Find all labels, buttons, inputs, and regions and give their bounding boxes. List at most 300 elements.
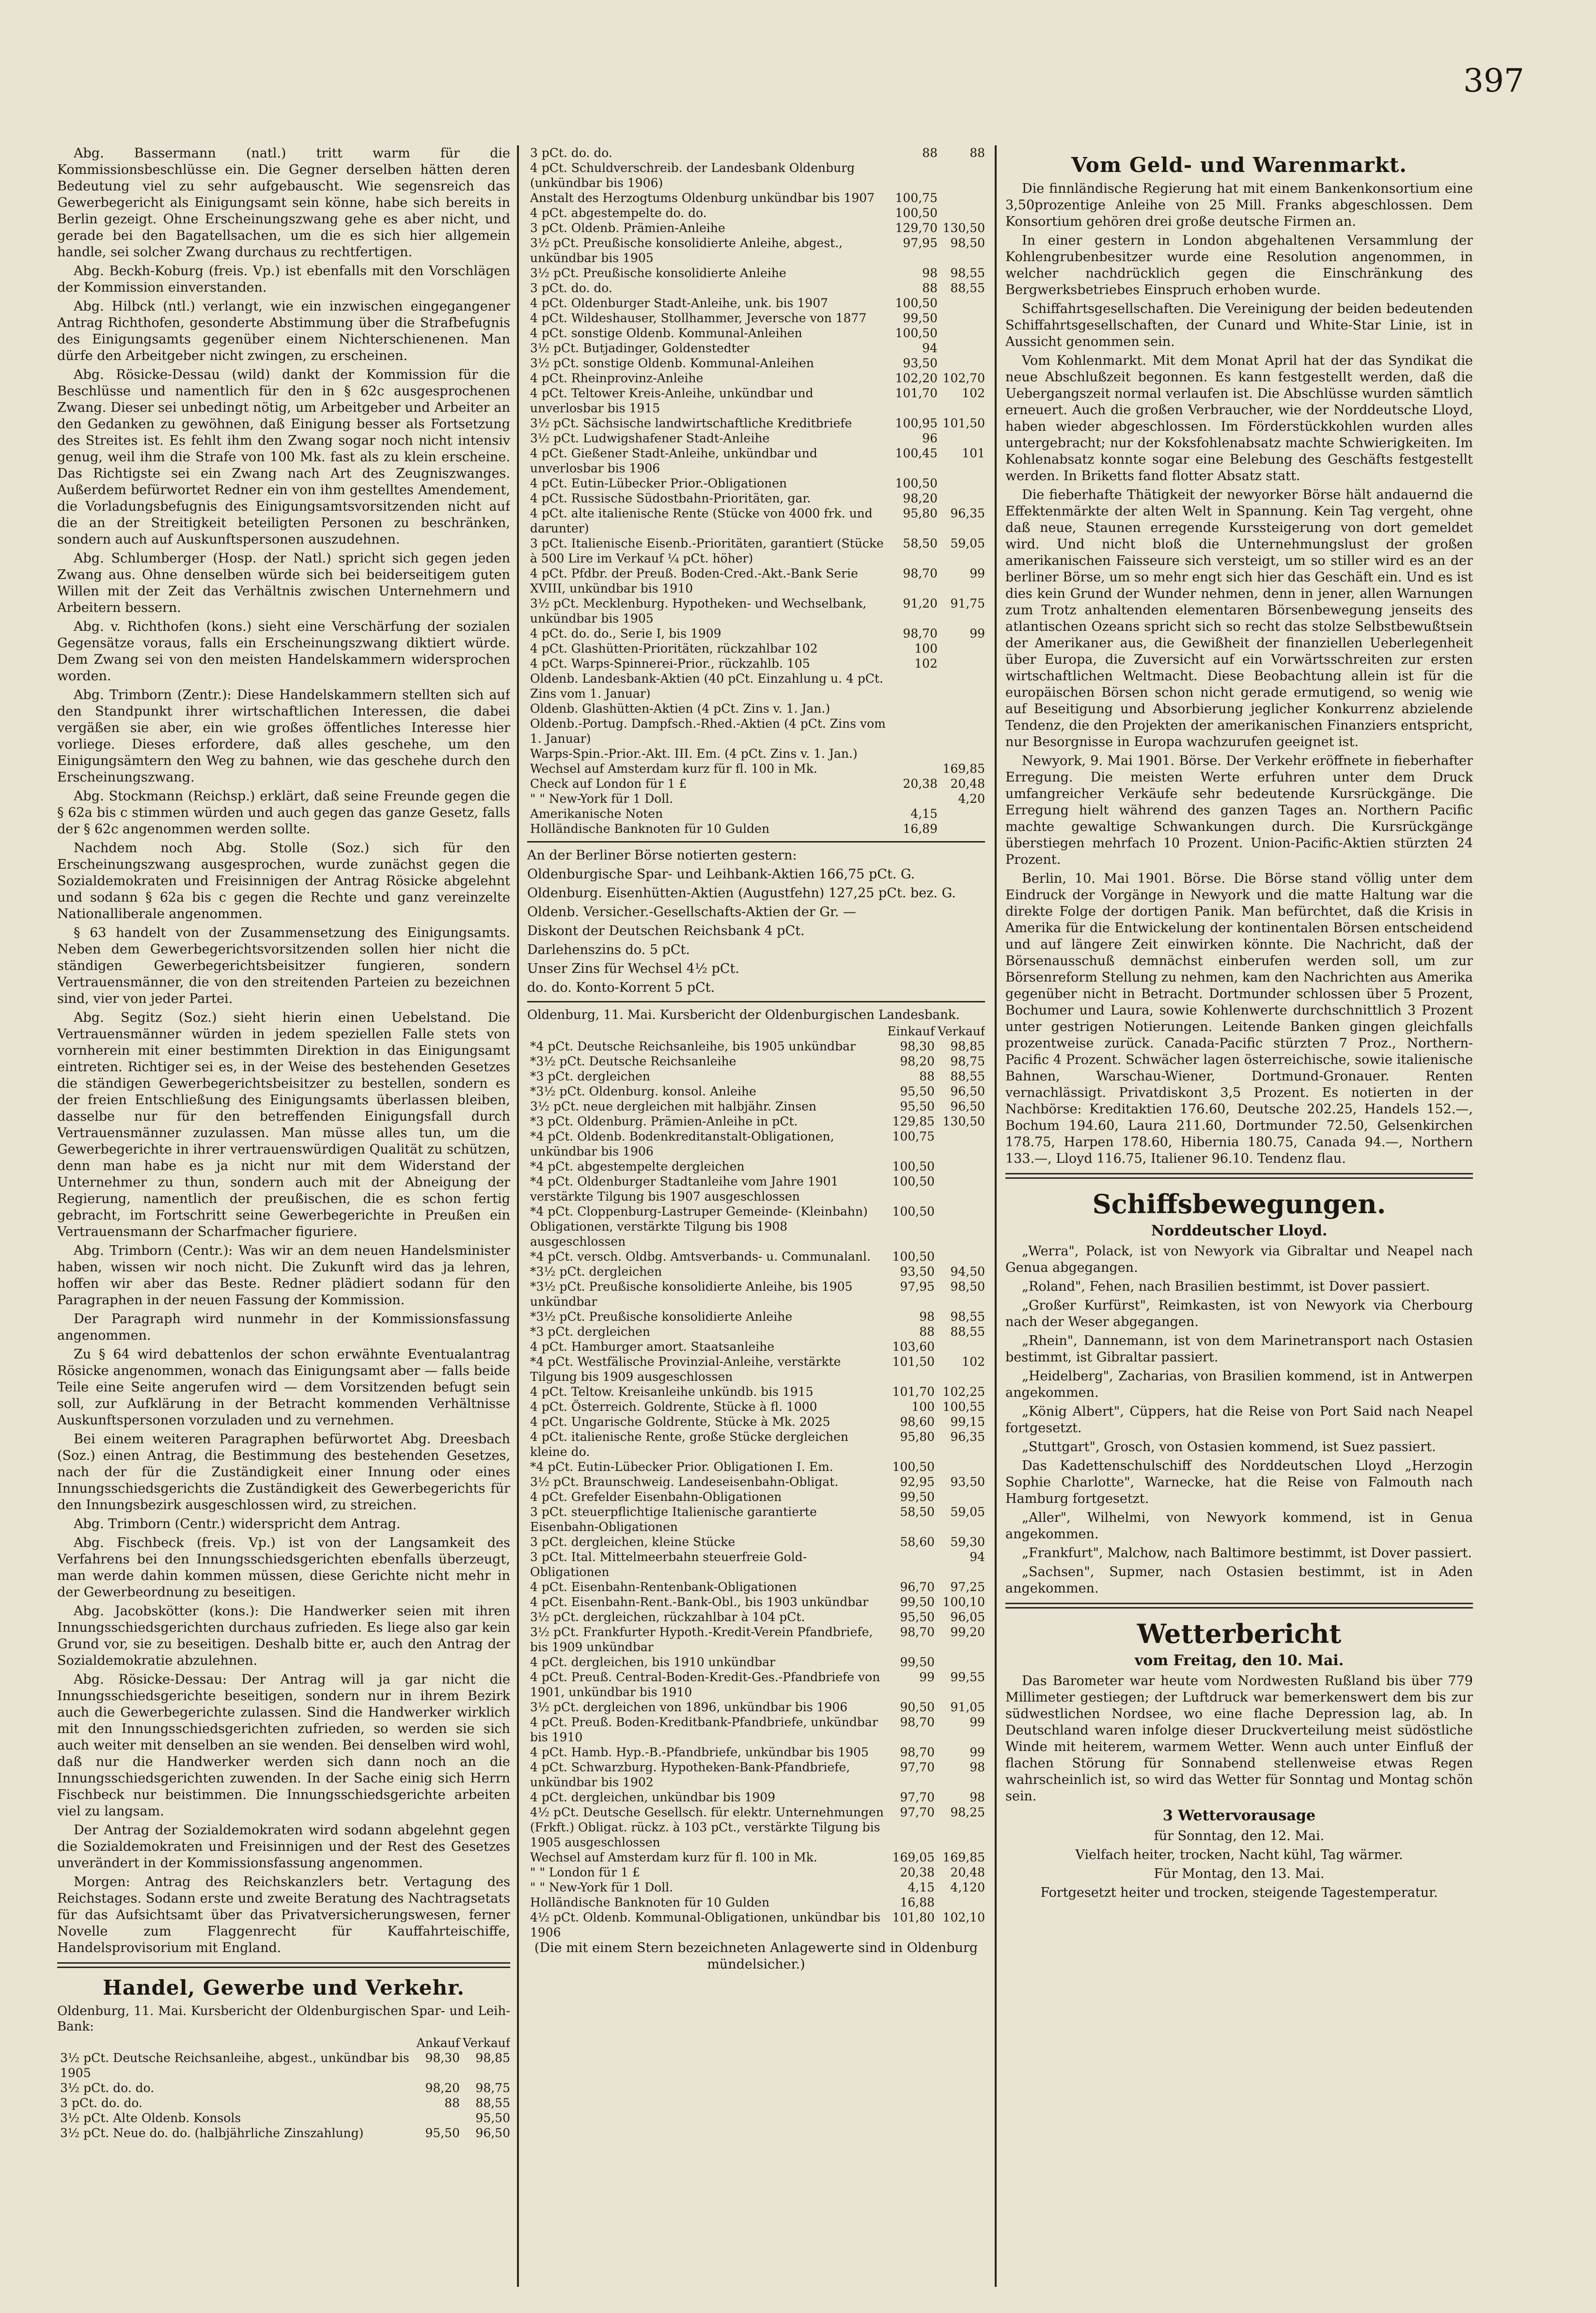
table-row [527,1264,985,1279]
rate-value [890,716,938,746]
article-paragraph: Zu § 64 wird debattenlos der schon erwähnte Eventualantrag Rösicke angenommen, wonach das Einigungsamt aber — falls beide Teile eine Seite angerufen wird — dem Vorsitzenden befugt sein soll, zur Aufklärung in der Betracht kommenden Verhältnisse Auskunftspersonen vorzuladen und zu vernehmen. [57,1347,510,1428]
rate-value [938,356,985,371]
security-name: 3 pCt. do. do. [530,281,612,295]
security-name: 4 pCt. Glashütten-Prioritäten, rückzahlbar 102 [530,641,818,656]
security-name: 4 pCt. Hamburger amort. Staatsanleihe [530,1340,775,1354]
forecast-title: 3 Wettervorausage [1162,1807,1316,1824]
market-report [1005,181,1473,1167]
column-1 [57,145,510,2287]
rate-value: 97,70 [900,1790,935,1804]
table-row [527,1204,985,1249]
table-row [527,356,985,371]
security-name: 4 pCt. Eisenbahn-Rent.-Bank-Obl., bis 1903 unkündbar [530,1595,869,1609]
rate-value [938,326,985,341]
rate-value: 102,25 [942,1385,985,1399]
rate-value: 88 [919,1069,935,1083]
ship-entry: „Rhein", Dannemann, ist von dem Marinetransport nach Ostasien bestimmt, ist Gibraltar passiert. [1005,1333,1473,1365]
security-name: Oldenb. Landesbank-Aktien (40 pCt. Einzahlung u. 4 pCt. Zins vom 1. Januar) [530,672,884,701]
table-row [527,1610,985,1625]
rate-value [935,1204,985,1249]
rate-value: 97,95 [903,236,938,250]
rate-value: 98,75 [475,2081,510,2095]
section-rule [1005,1173,1473,1179]
rate-value: 93,50 [903,356,938,370]
table-row [527,701,985,716]
rate-value: 98,75 [950,1054,985,1068]
rate-value: 100,50 [895,206,938,220]
note-line: Oldenburgische Spar- und Leihbank-Aktien 166,75 pCt. G. [527,867,915,882]
rate-value: 58,50 [900,1505,935,1519]
table-row [57,2125,510,2141]
rate-value: 95,80 [903,506,938,520]
rate-value: 100,50 [892,1250,935,1264]
rate-value: 100,55 [942,1400,985,1414]
forecast-line: für Sonntag, den 12. Mai. [1154,1829,1325,1844]
rate-value: 102,70 [942,371,985,385]
table-row [527,1910,985,1940]
section-rule [57,1962,510,1968]
article-paragraph: Abg. Schlumberger (Hosp. der Natl.) spricht sich gegen jeden Zwang aus. Ohne denselben würde sich bei beiderseitigem guten Willen mit der Zeit das Verhältnis zwischen Unternehmern und Arbeitern bessern. [57,551,510,615]
table-row [527,1895,985,1910]
note-line: An der Berliner Börse notierten gestern: [527,848,797,863]
article-paragraph: Abg. Trimborn (Centr.): Was wir an dem neuen Handelsminister haben, wissen wir noch nicht. Die Zukunft wird das ja lehren, hoffen wir aber das Beste. Redner plädiert sodann für den Paragraphen in der neuen Fassung der Kommission. [57,1243,510,1308]
security-name: 4 pCt. Russische Südostbahn-Prioritäten, gar. [530,491,811,505]
rate-value: 129,70 [895,221,938,235]
ship-entry: „Frankfurt", Malchow, nach Baltimore bestimmt, ist Dover passiert. [1022,1546,1472,1561]
rate-value: 88,55 [950,1069,985,1083]
rate-value: 93,50 [950,1475,985,1489]
table-row [527,416,985,431]
rate-value: 102 [914,656,938,671]
rate-value: 103,60 [892,1340,935,1354]
table-row [527,536,985,566]
article-paragraph: Abg. Hilbck (ntl.) verlangt, wie ein inzwischen eingegangener Antrag Richthofen, gesonderte Abstimmung über die Strafbefugnis des Einigungsamts gegenüber einem Nichterschienenen. Man dürfe den Arbeitgeber nicht zwingen, zu erscheinen. [57,299,510,363]
table-row [527,1429,985,1459]
rate-value: 95,50 [475,2111,510,2125]
table-row [527,641,985,656]
security-name: Oldenb.-Portug. Dampfsch.-Rhed.-Aktien (4 pCt. Zins vom 1. Januar) [530,717,886,746]
table-row [527,1384,985,1399]
rate-value [938,296,985,311]
security-name: 3½ pCt. Deutsche Reichsanleihe, abgest., unkündbar bis 1905 [60,2051,409,2080]
rate-value: 97,95 [900,1280,935,1294]
security-name: 3½ pCt. dergleichen von 1896, unkündbar bis 1906 [530,1700,848,1714]
security-name: *4 pCt. abgestempelte dergleichen [530,1159,745,1173]
ship-entry: „Großer Kurfürst", Reimkasten, ist von Newyork via Cherbourg nach der Weser abgegangen. [1005,1298,1473,1329]
rate-value: 88 [919,1325,935,1339]
article-paragraph: Bei einem weiteren Paragraphen befürwortet Abg. Dreesbach (Soz.) einen Antrag, die Bestimmung des bestehenden Gesetzes, nach der für die Zuständigkeit einer Innung oder eines Innungsschiedsgerichts die Zuständigkeit des Gewerbegerichts für den Innungsbezirk ausgeschlossen wird, zu streichen. [57,1432,510,1513]
article-paragraph: Die finnländische Regierung hat mit einem Bankenkonsortium eine 3,50prozentige Anleihe von 25 Mill. Franks abgeschlossen. Dem Konsortium gehören drei große deutsche Firmen an. [1005,181,1473,229]
table-row [527,1504,985,1534]
rate-value: 98,50 [950,1280,985,1294]
table-row [527,1625,985,1655]
rate-value: 96,50 [950,1099,985,1113]
rate-value [938,656,985,671]
rate-value [938,701,985,716]
rate-value: 99,20 [950,1625,985,1639]
rate-value: 88,55 [950,1325,985,1339]
rate-value: 130,50 [942,221,985,235]
rate-value: 96 [922,431,938,445]
rate-value: 100,50 [892,1159,935,1173]
rate-value: 99 [919,1670,935,1684]
security-name: 3 pCt. steuerpflichtige Italienische garantierte Eisenbahn-Obligationen [530,1505,817,1534]
column-header: Einkauf [887,1024,935,1038]
table-row [527,1745,985,1760]
rate-value: 102,20 [895,371,938,385]
table-row [57,2050,510,2080]
rate-value: 169,85 [942,762,985,776]
rate-value: 88 [922,281,938,295]
rate-value: 20,38 [903,777,938,791]
table-row [527,1324,985,1339]
article-paragraph: Abg. v. Richthofen (kons.) sieht eine Verschärfung der sozialen Gegensätze voraus, falls ein Erscheinungszwang diktiert würde. Dem Zwang sei von den meisten Handelskammern widersprochen worden. [57,619,510,684]
rate-value: 88,55 [475,2096,510,2110]
table-row [527,626,985,641]
note-line: Unser Zins für Wechsel 4½ pCt. [527,961,739,976]
ship-entry: Das Kadettenschulschiff des Norddeutschen Lloyd „Herzogin Sophie Charlotte", Warnecke, hat die Reise von Falmouth nach Hamburg fortgesetzt. [1005,1458,1473,1506]
table-row [527,1790,985,1805]
ship-entry: „Heidelberg", Zacharias, von Brasilien kommend, ist in Antwerpen angekommen. [1005,1369,1473,1400]
column-2 [527,145,985,2287]
rate-value: 100,50 [892,1174,935,1188]
security-name: 4 pCt. Preuß. Boden-Kreditbank-Pfandbriefe, unkündbar bis 1910 [530,1715,878,1744]
table-row [527,506,985,536]
security-name: 4 pCt. Ungarische Goldrente, Stücke à Mk. 2025 [530,1415,830,1429]
security-name: 3 pCt. do. do. [60,2096,142,2110]
security-name: Oldenb. Glashütten-Aktien (4 pCt. Zins v. 1. Jan.) [530,702,830,716]
column-3 [1005,145,1473,2287]
table-row [527,1039,985,1054]
security-name: 3 pCt. Ital. Mittelmeerbahn steuerfreie Gold-Obligationen [530,1550,807,1579]
rate-value: 98 [919,1310,935,1324]
security-name: 4½ pCt. Deutsche Gesellsch. für elektr. Unternehmungen (Frkft.) Obligat. rückz. à 103 pCt., verstärkte Tilgung bis 1905 ausgeschlossen [530,1805,884,1849]
security-name: 4 pCt. Warps-Spinnerei-Prior., rückzahlb. 105 [530,656,810,671]
rate-value: 100,50 [892,1204,935,1219]
security-name: Holländische Banknoten für 10 Gulden [530,822,770,836]
table-row [527,311,985,326]
article-paragraph: Abg. Trimborn (Zentr.): Diese Handelskammern stellten sich auf den Standpunkt ihrer wirtschaftlichen Interessen, die dabei vergäßen sie aber, ein wie großes öffentliches Interesse hier vorliege. Dieses erfordere, daß alles geschehe, um den Einigungsämtern den Weg zu bahnen, wie das geschehe durch den Erscheinungszwang. [57,688,510,785]
table-row [57,2080,510,2095]
rate-value: 96,35 [950,1430,985,1444]
rate-value: 98,70 [900,1745,935,1759]
table-row [527,1129,985,1159]
rate-value [935,1339,985,1354]
article-paragraph: Abg. Trimborn (Centr.) widerspricht dem Antrag. [74,1516,401,1532]
rate-value: 98,55 [950,266,985,280]
rate-value: 98,20 [903,491,938,505]
table-row [527,656,985,671]
rate-value: 100,95 [895,416,938,430]
article-paragraph: Der Paragraph wird nunmehr in der Kommissionsfassung angenommen. [57,1312,510,1343]
weather-date: vom Freitag, den 10. Mai. [1134,1652,1344,1669]
security-name: *4 pCt. versch. Oldbg. Amtsverbands- u. Communalanl. [530,1250,871,1264]
article-paragraph: Abg. Jacobskötter (kons.): Die Handwerker seien mit ihren Innungsschiedsgerichten durchaus zufrieden. Es liege also gar kein Grund vor, sie zu beseitigen. Deshalb bitte er, auch den Antrag der Sozialdemokratie abzulehnen. [57,1604,510,1668]
article-paragraph: Abg. Fischbeck (freis. Vp.) ist von der Langsamkeit des Verfahrens bei den Innungsschiedsgerichten ebenfalls überzeugt, man werde dahin kommen müssen, diese Gerichte nicht mehr in der Gewerbeordnung zu beseitigen. [57,1535,510,1600]
table-row [527,371,985,386]
note-line: Darlehenszins do. 5 pCt. [527,942,690,957]
forecast [1005,1828,1473,1901]
table-row [527,1084,985,1099]
security-name: " " New-York für 1 Doll. [530,792,673,806]
section-title-market: Vom Geld- und Warenmarkt. [1071,153,1407,177]
table-row [527,1339,985,1354]
security-name: 3½ pCt. neue dergleichen mit halbjähr. Zinsen [530,1099,817,1113]
rate-value: 96,70 [900,1580,935,1594]
table-intro: Oldenburg, 11. Mai. Kursbericht der Oldenburgischen Spar- und Leih-Bank: [57,2004,510,2034]
table-row [527,1159,985,1174]
rate-value [938,341,985,356]
rate-value: 102 [962,1355,985,1369]
table-row [527,1099,985,1114]
rate-value [938,641,985,656]
rate-value [938,311,985,326]
ship-entry: „Roland", Fehen, nach Brasilien bestimmt, ist Dover passiert. [1022,1279,1430,1294]
rate-value: 93,50 [900,1265,935,1279]
table-row [527,1579,985,1594]
rate-value: 98,70 [903,566,938,580]
table-row [527,1805,985,1850]
rate-value: 100,75 [895,191,938,205]
rate-value: 99 [970,626,985,641]
security-name: 3 pCt. Italienische Eisenb.-Prioritäten, garantiert (Stücke à 500 Lire im Verkauf ¼ pCt. höher) [530,536,884,565]
rate-value: 99 [970,1715,985,1729]
rate-value: 4,120 [950,1880,985,1894]
rate-value: 88,55 [950,281,985,295]
rate-value: 98,70 [900,1715,935,1729]
security-name: 4 pCt. Pfdbr. der Preuß. Boden-Cred.-Akt.-Bank Serie XVIII, unkündbar bis 1910 [530,566,858,595]
security-name: 4 pCt. Österreich. Goldrente, Stücke à fl. 1000 [530,1400,817,1414]
article-paragraph: In einer gestern in London abgehaltenen Versammlung der Kohlengrubenbesitzer wurde eine Resolution angenommen, in welcher nachdrücklich gegen die Einschränkung des Bergwerksbetriebes Einspruch erhoben wurde. [1005,233,1473,297]
rate-value [935,1159,985,1174]
rate-value: 101,80 [892,1910,935,1924]
security-name: 3½ pCt. Ludwigshafener Stadt-Anleihe [530,431,770,445]
security-name: 4 pCt. Eutin-Lübecker Prior.-Obligationen [530,476,787,490]
table-row [527,1549,985,1579]
rate-value: 101 [962,446,985,460]
article-paragraph: § 63 handelt von der Zusammensetzung des Einigungsamts. Neben dem Gewerbegerichtsvorsitzenden sollen hier nicht die ständigen Gewerbegerichtsbeisitzer fungieren, sondern Vertrauensmänner, die von den streitenden Parteien zu bezeichnen sind, vier von jeder Partei. [57,925,510,1006]
table-row [527,1760,985,1790]
rate-value [412,2110,460,2125]
rate-value: 99,50 [900,1655,935,1669]
security-name: 3½ pCt. Preußische konsolidierte Anleihe [530,266,786,280]
rate-value: 100,10 [942,1595,985,1609]
column-divider [995,145,997,2287]
security-name: 4 pCt. Rheinprovinz-Anleihe [530,371,704,385]
rate-value: 169,85 [942,1850,985,1864]
rate-value: 101,70 [895,386,938,400]
table-row [527,806,985,821]
table-row [527,341,985,356]
rate-value [938,716,985,746]
table-row [527,1865,985,1880]
security-name: 3½ pCt. do. do. [60,2081,155,2095]
rate-value [890,160,938,190]
security-name: 3 pCt. dergleichen, kleine Stücke [530,1535,735,1549]
security-name: 4 pCt. Hamb. Hyp.-B.-Pfandbriefe, unkündbar bis 1905 [530,1745,869,1759]
rate-value [890,761,938,776]
rate-value: 97,25 [950,1580,985,1594]
ship-entry: „Werra", Polack, ist von Newyork via Gibraltar und Neapel nach Genua abgegangen. [1005,1244,1473,1275]
rate-value [938,205,985,220]
article-paragraph: Abg. Rösicke-Dessau: Der Antrag will ja gar nicht die Innungsschiedsgerichte beseitigen, sondern nur in ihrem Bezirk auch die Gewerbegerichte zulassen. Sind die Handwerker wirklich mit den Innungsschiedsgerichten zufrieden, so werden sie sich auch weiter mit denselben an sie wenden. Bei denselben wird wohl, daß nur die Handwerker werden sich dann noch an die Innungsschiedsgerichten zuwenden. In der Sache einig sich Herrn Fischbeck nur beistimmen. Die Innungsschiedsgerichte arbeiten viel zu langsam. [57,1672,510,1819]
security-name: " " London für 1 £ [530,1865,640,1879]
security-name: 4 pCt. Schwarzburg. Hypotheken-Bank-Pfandbriefe, unkündbar bis 1902 [530,1760,850,1789]
forecast-line: Für Montag, den 13. Mai. [1154,1866,1325,1881]
rate-value: 59,05 [950,1505,985,1519]
article-paragraph: Abg. Beckh-Koburg (freis. Vp.) ist ebenfalls mit den Vorschlägen der Kommission einverstanden. [57,264,510,295]
rate-value [938,431,985,446]
rate-value: 98,30 [425,2051,460,2065]
article-paragraph: Vom Kohlenmarkt. Mit dem Monat April hat der das Syndikat die neue Abschlußzeit begonnen. Es kann festgestellt werden, daß die Uebergangszeit normal verlaufen ist. Die Abschlüsse wurden sämtlich erneuert. Auch die großen Verbraucher, wie der Norddeutsche Lloyd, haben wieder abgeschlossen. Im Förderstückkohlen wurden alles untergebracht; nur der Koksfohlenabsatz machte Schwierigkeiten. Im Kohlenabsatz konnte sogar eine Belebung des Geschäfts festgestellt werden. In Briketts fand flotter Absatz statt. [1005,353,1473,484]
table-row [527,566,985,596]
article-paragraph: Der Antrag der Sozialdemokraten wird sodann abgelehnt gegen die Sozialdemokraten und Freisinnigen und der Rest des Gesetzes unverändert in der Kommissionsfassung angenommen. [57,1823,510,1871]
rate-value: 96,50 [475,2126,510,2140]
rate-value: 98,60 [900,1415,935,1429]
table-row [527,160,985,190]
rate-value [890,671,938,701]
security-name: *4 pCt. Eutin-Lübecker Prior. Obligationen I. Em. [530,1460,833,1474]
table-row [527,1880,985,1895]
security-name: 4 pCt. Gießener Stadt-Anleihe, unkündbar und unverlosbar bis 1906 [530,446,817,475]
rate-value: 100,50 [895,326,938,340]
table-row [527,1249,985,1264]
security-name: *4 pCt. Westfälische Provinzial-Anleihe, verstärkte Tilgung bis 1909 ausgeschlossen [530,1355,841,1384]
security-name: 4 pCt. abgestempelte do. do. [530,206,707,220]
security-name: 4 pCt. Eisenbahn-Rentenbank-Obligationen [530,1580,797,1594]
rate-value: 96,35 [950,506,985,520]
berlin-notes [527,847,985,996]
table-row [527,220,985,235]
rate-value [935,1129,985,1159]
rate-value: 98 [970,1760,985,1774]
note-line: do. do. Konto-Korrent 5 pCt. [527,980,715,995]
rate-value: 130,50 [942,1114,985,1128]
security-name: 4 pCt. italienische Rente, große Stücke dergleichen kleine do. [530,1430,849,1459]
article-paragraph: Newyork, 9. Mai 1901. Börse. Der Verkehr eröffnete in fieberhafter Erregung. Die meisten Werte erfuhren unter dem Druck umfangreicher Verkäufe sehr bedeutende Kursrückgänge. Die Erregung hielt während des ganzen Tages an. Northern Pacific machte gewaltige Schwankungen durch. Die Kursrückgänge überstiegen mehrfach 10 Prozent. Union-Pacific-Aktien stürzten 24 Prozent. [1005,753,1473,867]
reichstag-report [57,145,510,1956]
table-row [527,776,985,791]
section-rule [527,841,985,843]
rate-value: 100,50 [895,296,938,310]
rate-value: 58,60 [900,1535,935,1549]
rate-value: 101,50 [942,416,985,430]
table-row [527,1850,985,1865]
rate-value: 99,50 [900,1595,935,1609]
security-name: 4 pCt. alte italienische Rente (Stücke von 4000 frk. und darunter) [530,506,873,535]
section-subtitle-lloyd: Norddeutscher Lloyd. [1151,1222,1328,1239]
rate-value: 169,05 [892,1850,935,1864]
article-paragraph: Berlin, 10. Mai 1901. Börse. Die Börse stand völlig unter dem Eindruck der Vorgänge in Newyork und die matte Haltung war die direkte Folge der dortigen Panik. Man befürchtet, daß die Krisis in Amerika für die Entwickelung der kontinentalen Börsen entscheidend und auf längere Zeit einwirken könnte. Die Nachricht, daß der Börsenausschuß demnächst einberufen werden soll, um zur Börsenreform Stellung zu nehmen, kam den Nachrichten aus Amerika gegenüber nicht in Betracht. Dortmunder schlossen über 5 Prozent, Bochumer und Laura, sowie Kohlenwerte durchschnittlich 3 Prozent unter gestrigen Notierungen. Leitende Banken gingen gleichfalls prozentweise zurück. Canada-Pacific stürzten 7 Proz., Northern-Pacific 4 Prozent. Schwächer lagen österreichische, sowie italienische Bahnen, Warschau-Wiener, Dortmund-Gronauer. Renten vernachlässigt. Privatdiskont 3,5 Prozent. Es notierten in der Nachbörse: Kreditaktien 176.60, Deutsche 202.25, Handels 152.—, Bochum 194.60, Laura 211.60, Dortmunder 72.50, Gelsenkirchen 178.75, Harpen 178.60, Hibernia 180.75, Canada 94.—, Northern 133.—, Lloyd 116.75, Italiener 96.10. Tendenz flau. [1005,871,1473,1166]
rate-value: 99,55 [950,1670,985,1684]
rate-value: 101,50 [892,1355,935,1369]
rate-value: 92,95 [900,1475,935,1489]
rate-value: 20,48 [950,1865,985,1879]
rate-value: 20,48 [950,777,985,791]
rate-value: 98,85 [475,2051,510,2065]
section-rule [527,1001,985,1002]
table-row [527,1069,985,1084]
rate-value [935,1895,985,1910]
rate-value [935,1174,985,1204]
page-number: 397 [1463,62,1524,99]
security-name: 4 pCt. Grefelder Eisenbahn-Obligationen [530,1490,782,1504]
security-name: Check auf London für 1 £ [530,777,687,791]
rate-value: 4,15 [910,807,938,821]
table-row [527,1655,985,1670]
table-row [527,821,985,836]
security-name: 4 pCt. Teltower Kreis-Anleihe, unkündbar und unverlosbar bis 1915 [530,386,814,415]
rates-table-continued [527,145,985,836]
security-name: Warps-Spin.-Prior.-Akt. III. Em. (4 pCt. Zins v. 1. Jan.) [530,747,858,761]
rate-value: 100,45 [895,446,938,460]
table-row [57,2095,510,2110]
security-name: 4 pCt. do. do., Serie I, bis 1909 [530,626,721,641]
table-row [527,266,985,281]
table-row [527,1715,985,1745]
rate-value: 98,25 [950,1805,985,1819]
table-row [527,1474,985,1489]
security-name: 4 pCt. Teltow. Kreisanleihe unkündb. bis 1915 [530,1385,814,1399]
security-name: 4 pCt. dergleichen, bis 1910 unkündbar [530,1655,776,1669]
rate-value [938,190,985,205]
rate-value: 58,50 [903,536,938,550]
rate-value: 91,75 [950,596,985,610]
table-row [527,1414,985,1429]
rate-value: 98,55 [950,1310,985,1324]
rate-value: 99,15 [950,1415,985,1429]
rate-value: 94,50 [950,1265,985,1279]
article-paragraph: Abg. Stockmann (Reichsp.) erklärt, daß seine Freunde gegen die § 62a bis c stimmen würden und auch gegen das ganze Gesetz, falls der § 62c angenommen werden sollte. [57,789,510,837]
security-name: 3 pCt. do. do. [530,146,612,160]
security-name: 3½ pCt. Neue do. do. (halbjährliche Zinszahlung) [60,2126,364,2140]
rate-value: 59,05 [950,536,985,550]
rate-value: 98,20 [900,1054,935,1068]
rate-value: 95,50 [900,1084,935,1098]
rate-value [890,746,938,761]
rate-value: 97,70 [900,1760,935,1774]
security-name: *3½ pCt. Oldenburg. konsol. Anleihe [530,1084,756,1098]
table-row [527,716,985,746]
rate-value [938,821,985,836]
rate-value: 98,30 [900,1039,935,1053]
rate-value: 101,70 [892,1385,935,1399]
security-name: Wechsel auf Amsterdam kurz für fl. 100 in Mk. [530,762,817,776]
rate-value [890,791,938,806]
table-row [527,386,985,416]
ship-entry: „König Albert", Cüppers, hat die Reise von Port Said nach Neapel fortgesetzt. [1005,1404,1473,1436]
rate-value: 102,10 [942,1910,985,1924]
table-row [527,1054,985,1069]
rate-value: 99 [970,566,985,580]
column-header: Verkauf [463,2036,510,2050]
rate-value: 59,30 [950,1535,985,1549]
rate-value: 98 [922,266,938,280]
security-name: *3 pCt. dergleichen [530,1069,650,1083]
table-intro: Oldenburg, 11. Mai. Kursbericht der Oldenburgischen Landesbank. [527,1008,960,1022]
article-paragraph: Die fieberhafte Thätigkeit der newyorker Börse hält andauernd die Effektenmärkte der alten Welt in Spannung. Kein Tag vergeht, ohne daß neue, Staunen erregende Kurssteigerung von dort gemeldet wird. Und nicht bloß die Unternehmungslust der großen amerikanischen Faisseure sich versteigt, um so stiller wird es an der berliner Börse, um so mehr engt sich hier das Geschäft ein. Und es ist dies kein Grund der Wunder nehmen, denn in jener, allen Warnungen zum Trotz anhaltenden elementaren Börsenbewegung jenseits des atlantischen Ozeans spricht sich so recht das stolze Selbstbewußtsein der Amerikaner aus, die Gewißheit der finanziellen Ueberlegenheit über Europa, die Zuversicht auf ein Vorwärtsschreiten zur ersten wirtschaftlichen Weltmacht. Diese Beobachtung allein ist für die europäischen Börsen schon nicht gerade ermutigend, so wenig wie auf Beseitigung und Absorbierung jeglicher Konkurrenz abzielende Tendenz, die den Projekten der amerikanischen Finanziers entspricht, nur Besorgnisse in Europa wachzurufen geeignet ist. [1005,487,1473,750]
security-name: 3½ pCt. Butjadinger, Goldenstedter [530,341,750,355]
table-row [527,1700,985,1715]
rate-value: 20,38 [900,1865,935,1879]
section-title-weather: Wetterbericht [1137,1618,1342,1649]
note-line: Oldenb. Versicher.-Gesellschafts-Aktien der Gr. — [527,905,857,920]
rate-value: 97,70 [900,1805,935,1819]
rate-value: 95,80 [900,1430,935,1444]
table-row [527,761,985,776]
rate-value: 98,70 [900,1625,935,1639]
rate-value: 100,50 [895,476,938,490]
